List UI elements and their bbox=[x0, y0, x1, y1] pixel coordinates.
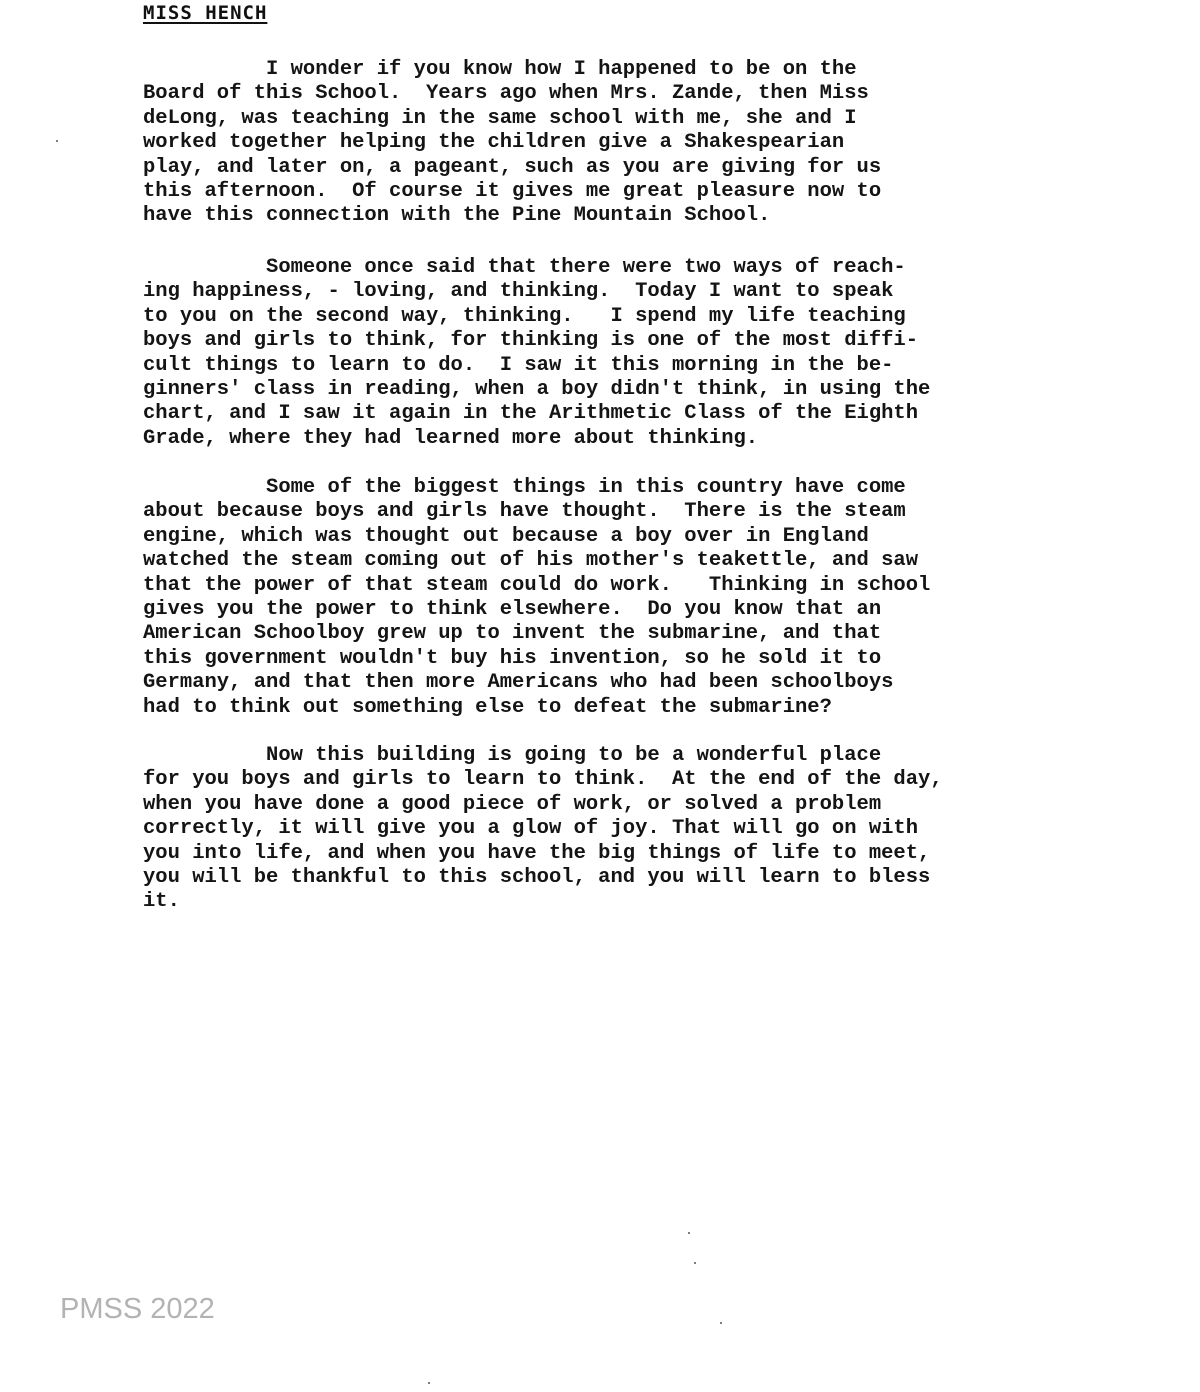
paper-speck bbox=[56, 140, 58, 142]
watermark-text: PMSS 2022 bbox=[60, 1293, 215, 1325]
paragraph-4: Now this building is going to be a wonderful place for you boys and girls to learn to think. At the end of the day, when you have done a good piece of work, or solved a problem correctly, it will give you a glow of joy. That will go on with you into life, and when you have the big things of life to meet, you will be thankful to this school, and you will learn to bless it. bbox=[143, 744, 943, 914]
paragraph-1: I wonder if you know how I happened to be on the Board of this School. Years ago when Mrs. Zande, then Miss deLong, was teaching in the same school with me, she and I worked together helping the children give a Shakespearian play, and later on, a pageant, such as you are giving for us this afternoon. Of course it gives me great pleasure now to have this connection with the Pine Mountain School. bbox=[143, 58, 882, 228]
paper-speck bbox=[428, 1382, 430, 1384]
paragraph-2: Someone once said that there were two ways of reach- ing happiness, - loving, and thinking. Today I want to speak to you on the second way, thinking. I spend my life teaching boys and girls to think, for thinking is one of the most diffi- cult things to learn to do. I saw it this morning in the be- ginners' class in reading, when a boy didn't think, in using the chart, and I saw it again in the Arithmetic Class of the Eighth Grade, where they had learned more about thinking. bbox=[143, 256, 931, 450]
paper-speck bbox=[688, 1232, 690, 1234]
paper-speck bbox=[694, 1262, 696, 1264]
paper-speck bbox=[720, 1322, 722, 1324]
paragraph-3: Some of the biggest things in this country have come about because boys and girls have thought. There is the steam engine, which was thought out because a boy over in England watched the steam coming out of his mother's teakettle, and saw that the power of that steam could do work. Thinking in school gives you the power to think elsewhere. Do you know that an American Schoolboy grew up to invent the submarine, and that this government wouldn't buy his invention, so he sold it to Germany, and that then more Americans who had been schoolboys had to think out something else to defeat the submarine? bbox=[143, 476, 931, 719]
document-heading: MISS HENCH bbox=[143, 2, 268, 24]
